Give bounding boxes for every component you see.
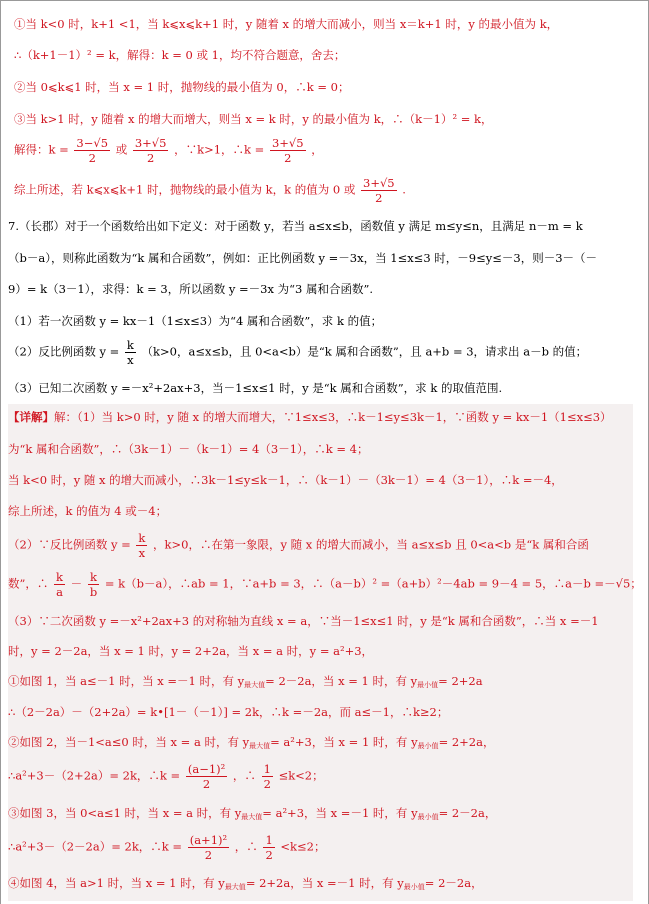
text: ①如图 1，当 a≤－1 时，当 x =－1 时，有 y bbox=[8, 674, 245, 688]
text: ③如图 3，当 0<a≤1 时，当 x = a 时，有 y bbox=[8, 806, 242, 820]
text: （3）已知二次函数 y =－x²+2ax+3，当－1≤x≤1 时，y 是“k 属和合函数”，求 k 的取值范围. bbox=[8, 381, 503, 395]
detail-tag: 【详解】 bbox=[8, 410, 54, 424]
solution-line bbox=[8, 570, 642, 599]
numerator: (a+1)² bbox=[189, 833, 228, 847]
answer-line bbox=[14, 111, 492, 127]
text: 综上所述，k 的值为 4 或－4； bbox=[8, 504, 168, 518]
solution-line bbox=[8, 409, 612, 425]
text: ④如图 4，当 a>1 时，当 x = 1 时，有 y bbox=[8, 876, 225, 890]
fraction bbox=[136, 531, 147, 560]
text: = 2－2a， bbox=[438, 806, 497, 820]
text: = 2+2a bbox=[438, 674, 483, 688]
solution-line bbox=[8, 673, 483, 693]
denominator: 2 bbox=[88, 151, 96, 165]
question-line bbox=[8, 281, 373, 297]
subscript: 最小值 bbox=[403, 883, 425, 891]
text: = 2+2a， bbox=[438, 735, 495, 749]
text: = a²+3，当 x =－1 时，有 y bbox=[262, 806, 418, 820]
text: ②如图 2，当－1<a≤0 时，当 x = a 时，有 y bbox=[8, 735, 250, 749]
text: （1）若一次函数 y = kx－1（1≤x≤3）为“4 属和合函数”，求 k 的值； bbox=[8, 314, 383, 328]
text: ③当 k>1 时，y 随着 x 的增大而增大，则当 x = k 时，y 的最小值为 k，∴（k－1）² = k， bbox=[14, 112, 493, 126]
fraction bbox=[188, 833, 229, 862]
numerator: k bbox=[126, 338, 134, 352]
numerator: 3+√5 bbox=[134, 136, 167, 150]
solution-line bbox=[8, 503, 167, 519]
denominator: 2 bbox=[146, 151, 155, 165]
solution-line bbox=[8, 531, 589, 560]
text: 综上所述，若 k⩽x⩽k+1 时，抛物线的最小值为 k，k 的值为 0 或 bbox=[14, 182, 356, 197]
text: （2）∵反比例函数 y = bbox=[8, 537, 131, 552]
text: 解：（1）当 k>0 时，y 随 x 的增大而增大，∵1≤x≤3，∴k－1≤y≤3k－1，∵函数 y = kx－1（1≤x≤3） bbox=[54, 410, 612, 424]
solution-line bbox=[8, 704, 448, 720]
fraction bbox=[74, 136, 110, 165]
answer-line bbox=[14, 136, 323, 165]
text: 当 k<0 时，y 随 x 的增大而减小，∴3k－1≤y≤k－1，∴（k－1）－（3k－1）= 4（3－1），∴k =－4， bbox=[8, 473, 563, 487]
denominator: a bbox=[56, 585, 63, 599]
denominator: 2 bbox=[204, 848, 213, 862]
denominator: 2 bbox=[263, 777, 271, 791]
fraction bbox=[263, 833, 274, 862]
text: = k（b－a），∴ab = 1，∵a+b = 3，∴（a－b）² =（a+b）²－4ab = 9－4 = 5，∴a－b =－√5； bbox=[104, 576, 642, 591]
numerator: 3+√5 bbox=[271, 136, 304, 150]
text: ∴（2－2a）－（2+2a）= k•[1－（－1）] = 2k，∴k =－2a，而 a≤－1，∴k≥2； bbox=[8, 705, 449, 719]
text: 或 bbox=[115, 142, 128, 157]
denominator: 2 bbox=[265, 848, 273, 862]
fraction bbox=[125, 338, 136, 367]
solution-line bbox=[8, 643, 373, 659]
fraction bbox=[54, 570, 65, 599]
text: ≤k<2； bbox=[278, 768, 324, 783]
answer-line bbox=[14, 47, 345, 63]
text: ②当 0⩽k⩽1 时，当 x = 1 时，抛物线的最小值为 0，∴k = 0； bbox=[14, 80, 350, 94]
numerator: k bbox=[138, 531, 146, 545]
subscript: 最小值 bbox=[417, 813, 439, 821]
solution-line bbox=[8, 472, 563, 488]
fraction bbox=[262, 762, 273, 791]
subscript: 最大值 bbox=[244, 681, 266, 689]
solution-line bbox=[8, 805, 496, 825]
question-line bbox=[8, 380, 502, 396]
text: 7.（长郡）对于一个函数给出如下定义：对于函数 y，若当 a≤x≤b，函数值 y 满足 m≤y≤n，且满足 n－m = k bbox=[8, 219, 583, 233]
answer-line bbox=[14, 79, 349, 95]
denominator: x bbox=[138, 546, 146, 560]
text: 时，y = 2－2a，当 x = 1 时，y = 2+2a，当 x = a 时，y = a²+3， bbox=[8, 644, 374, 658]
subscript: 最大值 bbox=[224, 883, 246, 891]
answer-line bbox=[14, 176, 406, 205]
page-border-left bbox=[0, 0, 1, 904]
denominator: 2 bbox=[284, 151, 292, 165]
text: = 2－2a， bbox=[424, 876, 483, 890]
numerator: (a−1)² bbox=[187, 762, 226, 776]
fraction bbox=[133, 136, 169, 165]
solution-line bbox=[8, 875, 483, 895]
denominator: 2 bbox=[202, 777, 211, 791]
text: ，∵k>1，∴k = bbox=[174, 142, 265, 157]
subscript: 最大值 bbox=[249, 742, 271, 750]
numerator: 1 bbox=[265, 833, 273, 847]
fraction bbox=[270, 136, 306, 165]
solution-line bbox=[8, 441, 369, 457]
solution-line bbox=[8, 833, 325, 862]
text: 9）= k（3－1），求得：k = 3，所以函数 y =－3x 为“3 属和合函数”. bbox=[8, 282, 373, 296]
text: = 2－2a，当 x = 1 时，有 y bbox=[265, 674, 418, 688]
text: ，k>0，∴在第一象限，y 随 x 的增大而减小，当 a≤x≤b 且 0<a<b 是“k 属和合函 bbox=[153, 537, 589, 552]
numerator: k bbox=[90, 570, 97, 584]
question-line bbox=[8, 218, 583, 234]
text: － bbox=[70, 576, 83, 591]
text: ∴a²+3－（2－2a）= 2k，∴k = bbox=[8, 839, 183, 854]
text: 为“k 属和合函数”，∴（3k－1）－（k－1）= 4（3－1），∴k = 4； bbox=[8, 442, 369, 456]
denominator: 2 bbox=[375, 191, 383, 205]
solution-line bbox=[8, 762, 324, 791]
answer-line bbox=[14, 16, 558, 32]
denominator: x bbox=[127, 353, 134, 367]
solution-line bbox=[8, 734, 494, 754]
numerator: k bbox=[56, 570, 64, 584]
fraction bbox=[361, 176, 397, 205]
solution-line bbox=[8, 613, 599, 629]
text: ①当 k<0 时，k+1 <1，当 k⩽x⩽k+1 时，y 随着 x 的增大而减小，则当 x＝k+1 时，y 的最小值为 k， bbox=[14, 17, 559, 31]
subscript: 最大值 bbox=[241, 813, 263, 821]
text: ∴a²+3－（2+2a）= 2k，∴k = bbox=[8, 768, 181, 783]
text: ，∴ bbox=[232, 768, 256, 783]
question-line bbox=[8, 313, 382, 329]
text: ，∴ bbox=[234, 839, 258, 854]
text: <k≤2； bbox=[280, 839, 326, 854]
fraction bbox=[88, 570, 99, 599]
numerator: 3+√5 bbox=[363, 176, 395, 190]
text: （k>0，a≤x≤b，且 0<a<b）是“k 属和合函数”，且 a+b = 3，请求出 a－b 的值； bbox=[141, 344, 588, 359]
text: = a²+3，当 x = 1 时，有 y bbox=[270, 735, 418, 749]
subscript: 最小值 bbox=[417, 681, 439, 689]
fraction bbox=[186, 762, 227, 791]
subscript: 最小值 bbox=[417, 742, 439, 750]
text: （2）反比例函数 y = bbox=[8, 344, 120, 359]
numerator: 1 bbox=[263, 762, 271, 776]
text: 解得：k = bbox=[14, 142, 69, 157]
text: （b－a），则称此函数为“k 属和合函数”，例如：正比例函数 y =－3x，当 1≤x≤3 时，－9≤y≤－3，则－3－（－ bbox=[8, 251, 598, 265]
page-border-top bbox=[0, 0, 649, 1]
text: . bbox=[402, 182, 406, 197]
numerator: 3−√5 bbox=[76, 136, 109, 150]
question-line bbox=[8, 338, 587, 367]
denominator: b bbox=[89, 585, 98, 599]
text: ∴（k+1－1）² = k，解得：k = 0 或 1，均不符合题意，舍去； bbox=[14, 48, 346, 62]
text: （3）∵二次函数 y =－x²+2ax+3 的对称轴为直线 x = a，∵当－1≤x≤1 时，y 是“k 属和合函数”，∴当 x =－1 bbox=[8, 614, 599, 628]
text: ， bbox=[311, 142, 323, 157]
question-line bbox=[8, 250, 597, 266]
text: = 2+2a，当 x =－1 时，有 y bbox=[245, 876, 404, 890]
text: 数”，∴ bbox=[8, 576, 49, 591]
